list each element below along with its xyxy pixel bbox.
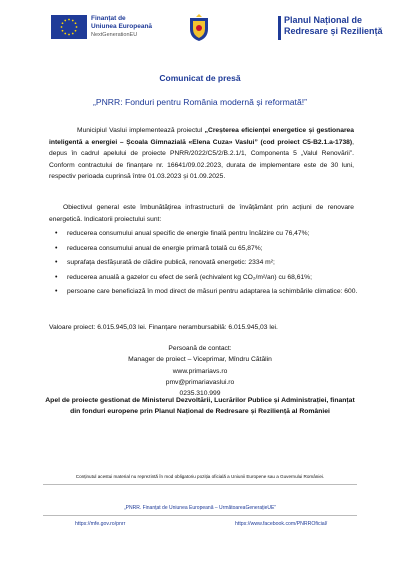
flag-star — [68, 34, 70, 36]
flag-star — [62, 30, 64, 32]
list-item: • suprafața desfășurată de clădire publică, renovată energetic: 2334 m²; — [67, 257, 372, 269]
flag-star — [76, 26, 78, 28]
page-title: Comunicat de presă — [159, 73, 241, 83]
pnrr-logo-text — [284, 15, 383, 37]
objective-text: Obiectivul general este îmbunătățirea infrastructurii de învățământ prin acțiuni de renovare energetică. Indicatorii proiectului sunt: — [49, 204, 354, 223]
list-item: • persoane care beneficiază în mod direct de măsuri pentru adaptarea la schimbările climatice: 600. — [67, 286, 372, 298]
eu-funding-label — [91, 15, 152, 39]
eu-flag-icon — [51, 15, 87, 39]
flag-star — [64, 33, 66, 35]
pnrr-bar — [278, 16, 281, 40]
disclaimer: Conținutul acestui material nu reprezintă în mod obligatoriu poziția oficială a Uniunii Europene sau a Guvernului României. — [75, 474, 325, 479]
flag-star — [75, 22, 77, 24]
flag-star — [72, 33, 74, 35]
project-value: Valoare proiect: 6.015.945,03 lei. Finanțare nerambursabilă: 6.015.945,03 lei. — [49, 324, 278, 331]
flag-star — [61, 26, 63, 28]
intro-paragraph — [49, 125, 354, 183]
flag-star — [68, 19, 70, 21]
contact-web-link[interactable]: www.primariavs.ro — [172, 367, 228, 375]
footer-link-mfe[interactable]: https://mfe.gov.ro/pnrr — [75, 521, 126, 527]
flag-star — [72, 20, 74, 22]
list-item: • reducerea consumului anual specific de energie finală pentru încălzire cu 76,47%; — [67, 228, 372, 240]
objective-paragraph — [49, 202, 354, 225]
eu-line-2: Uniunea Europeană — [91, 23, 153, 30]
divider — [43, 484, 357, 485]
divider — [43, 515, 357, 516]
eu-line-1: Finanțat de — [91, 15, 126, 22]
page-subtitle: „PNRR: Fonduri pentru România modernă și reformată!” — [93, 97, 307, 107]
project-name: „Creșterea eficienței energetice și gestionarea inteligentă a energiei – Școala Gimnazială «Elena Cuza» Vaslui” (cod proiect C5-B2.1.a-1738) — [49, 127, 354, 146]
contact-email-link[interactable]: pmv@primariavaslui.ro — [165, 378, 235, 386]
romania-crest-icon — [187, 14, 211, 42]
footer-link-facebook[interactable]: https://www.facebook.com/PNRROficial/ — [235, 521, 328, 527]
contact-name: Manager de proiect – Viceprimar, Mîndru Cătălin — [128, 356, 272, 364]
eu-line-3: NextGenerationEU — [91, 32, 138, 38]
flag-star — [62, 22, 64, 24]
flag-star — [75, 30, 77, 32]
pnrr-line-1: Planul Național de — [284, 15, 363, 25]
footer-tagline: „PNRR. Finanțat de Uniunea Europeană – UrmătoareaGenerațieUE” — [123, 505, 277, 511]
intro-part-c: , depus în cadrul apelului de proiecte PNRR/2022/C5/2/B.2.1/1, Componenta 5 „Valul Renovării”. Conform contractului de finanțare nr. 16641/09.02.2023, durata de implementare este de 30 luni, respectiv perioada cuprinsă între 01.03.2023 și 01.09.2025. — [49, 138, 354, 180]
list-item: • reducerea anuală a gazelor cu efect de seră (echivalent kg CO₂/m²/an) cu 68,61%; — [67, 272, 372, 284]
contact-phone: 0235.310.999 — [179, 390, 221, 398]
flag-star — [64, 20, 66, 22]
contact-block — [0, 343, 400, 399]
intro-part-a: Municipiul Vaslui implementează proiectul — [77, 127, 205, 134]
list-item: • reducerea consumului anual de energie primară totală cu 65,87%; — [67, 243, 372, 255]
indicators-list — [49, 228, 372, 301]
funding-statement: Apel de proiecte gestionat de Ministerul Dezvoltării, Lucrărilor Publice și Administrației, finanțat din fonduri europene prin Planul Național de Redresare și Reziliență al României — [45, 397, 355, 415]
contact-heading: Persoană de contact: — [168, 345, 232, 352]
pnrr-line-2: Redresare și Reziliență — [284, 26, 383, 36]
